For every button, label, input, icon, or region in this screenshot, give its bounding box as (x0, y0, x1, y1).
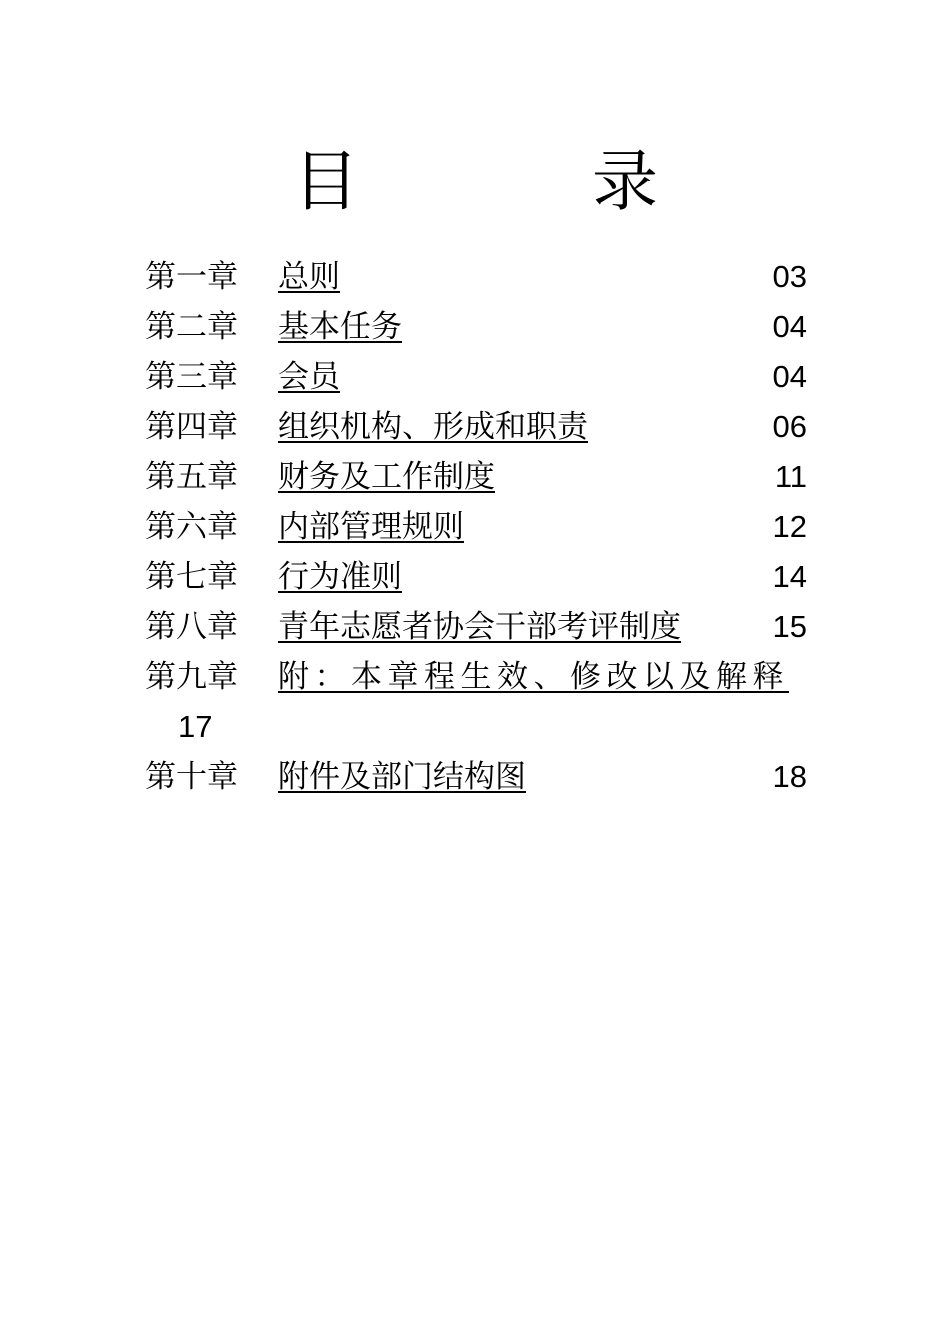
toc-entry-9[interactable] (145, 652, 807, 702)
chapter-label: 第六章 (145, 509, 238, 545)
page-number: 14 (772, 559, 807, 594)
chapter-title-link[interactable]: 内部管理规则 (278, 509, 464, 545)
page-number: 03 (772, 259, 807, 294)
chapter-title-link[interactable]: 基本任务 (278, 309, 402, 345)
chapter-label: 第二章 (145, 309, 238, 345)
page-number: 04 (772, 309, 807, 344)
page-number: 06 (772, 409, 807, 444)
chapter-label: 第五章 (145, 459, 238, 495)
toc-entry-7[interactable] (145, 552, 807, 602)
chapter-title-link[interactable]: 会员 (278, 359, 340, 395)
page-number: 17 (178, 709, 213, 744)
chapter-label: 第十章 (145, 759, 238, 795)
toc-entry-10[interactable] (145, 752, 807, 802)
toc-heading (0, 142, 950, 222)
toc-entry-9-continuation (145, 702, 807, 752)
chapter-title-link[interactable]: 财务及工作制度 (278, 459, 495, 495)
chapter-title-link[interactable]: 组织机构、形成和职责 (278, 409, 588, 445)
chapter-label: 第三章 (145, 359, 238, 395)
toc-entry-1[interactable] (145, 252, 807, 302)
toc-heading-char-2: 录 (592, 143, 658, 220)
chapter-title-link[interactable]: 总则 (278, 259, 340, 295)
chapter-label: 第八章 (145, 609, 238, 645)
page-number: 11 (774, 459, 807, 494)
chapter-label: 第一章 (145, 259, 238, 295)
toc-entry-6[interactable] (145, 502, 807, 552)
chapter-label: 第九章 (145, 659, 238, 695)
toc-entry-2[interactable] (145, 302, 807, 352)
page-number: 04 (772, 359, 807, 394)
page-number: 18 (772, 759, 807, 794)
chapter-title-link[interactable]: 青年志愿者协会干部考评制度 (278, 609, 681, 645)
table-of-contents (145, 252, 807, 802)
toc-entry-3[interactable] (145, 352, 807, 402)
chapter-title-link[interactable]: 行为准则 (278, 559, 402, 595)
chapter-title-link[interactable]: 附件及部门结构图 (278, 759, 526, 795)
toc-entry-4[interactable] (145, 402, 807, 452)
toc-entry-8[interactable] (145, 602, 807, 652)
chapter-label: 第四章 (145, 409, 238, 445)
page-number: 15 (772, 609, 807, 644)
page-number: 12 (772, 509, 807, 544)
chapter-title-link[interactable]: 附：本章程生效、修改以及解释 (278, 659, 789, 695)
chapter-label: 第七章 (145, 559, 238, 595)
toc-entry-5[interactable] (145, 452, 807, 502)
toc-heading-char-1: 目 (293, 143, 359, 220)
